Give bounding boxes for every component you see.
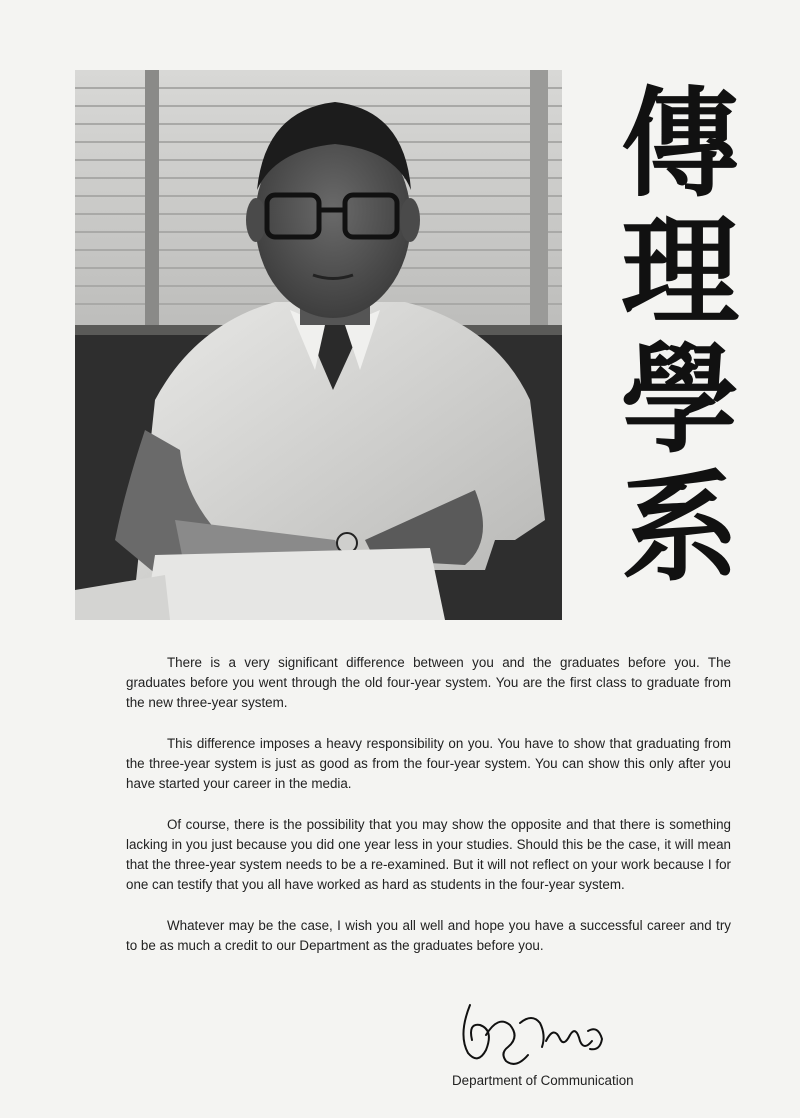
paragraph: Of course, there is the possibility that you may show the opposite and that there is something lacking in you just because you did one year less in your studies. Should this be the case, it will mean that the three-year system needs to be a re-examined. But it will not reflect on your work because I for one can testify that you all have worked as hard as students in the four-year system. [126, 817, 731, 892]
calligraphy-char: 學 [620, 330, 739, 469]
calligraphy-char: 傳 [620, 74, 739, 213]
handwritten-signature [450, 995, 610, 1075]
paragraph: Whatever may be the case, I wish you all well and hope you have a successful career and try to be as much a credit to our Department as the graduates before you. [126, 918, 731, 953]
paragraph: There is a very significant difference between you and the graduates before you. The graduates before you went through the old four-year system. You are the first class to graduate from the new three-year system. [126, 655, 731, 710]
chinese-calligraphy-title [605, 74, 755, 597]
letter-body [126, 653, 731, 977]
paragraph: This difference imposes a heavy responsibility on you. You have to show that graduating from the three-year system is just as good as from the four-year system. You can show this only after you have started your career in the media. [126, 736, 731, 791]
calligraphy-char: 系 [620, 458, 739, 597]
department-name: Department of Communication [452, 1073, 634, 1088]
calligraphy-char: 理 [620, 202, 739, 341]
portrait-photo [75, 70, 562, 620]
